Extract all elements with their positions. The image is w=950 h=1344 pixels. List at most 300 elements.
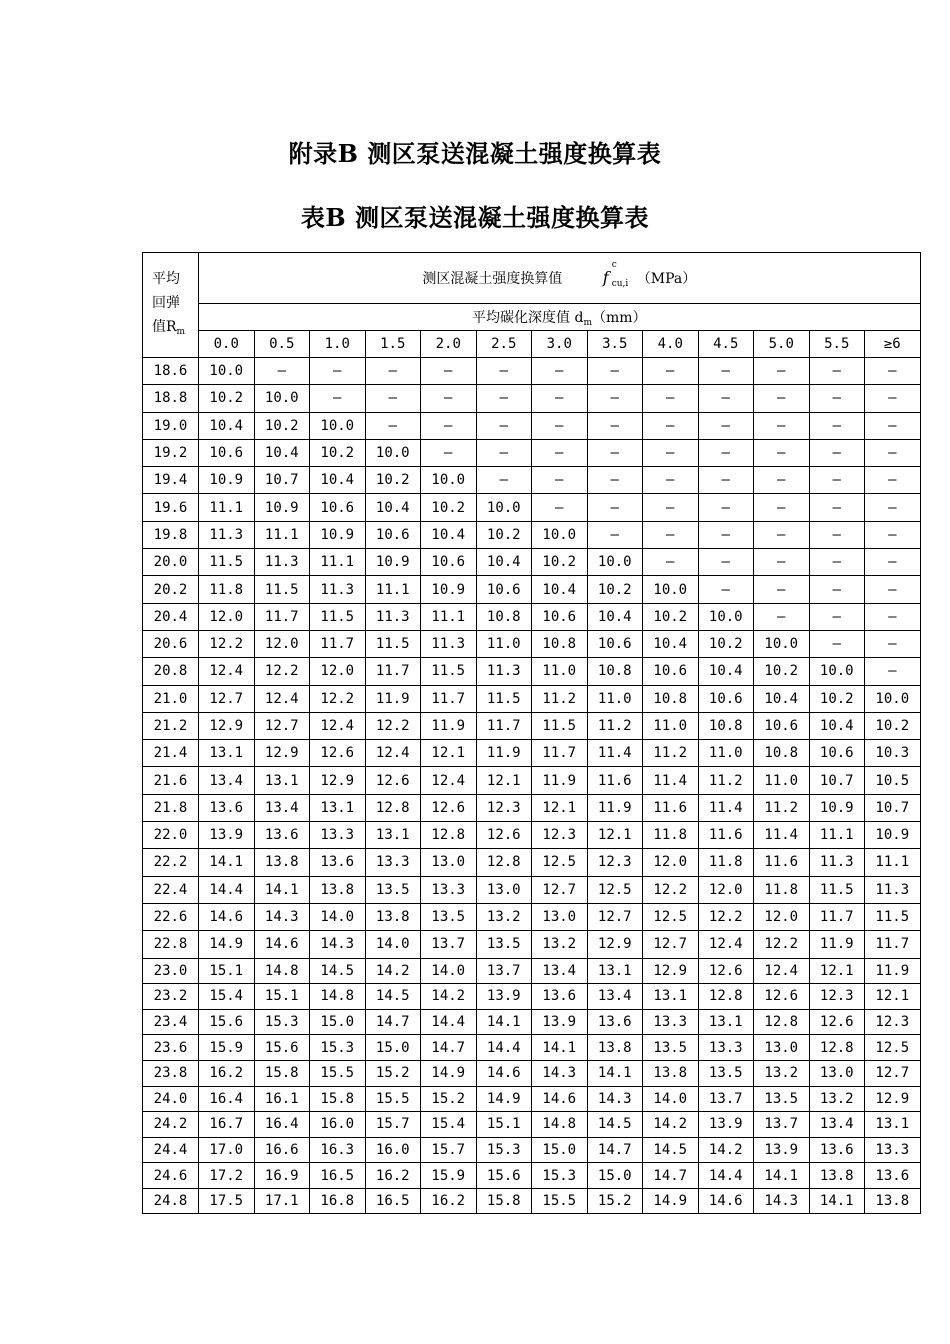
strength-value-cell: 15.5: [310, 1060, 366, 1086]
strength-value-cell: —: [310, 385, 366, 412]
strength-value-cell: 10.0: [310, 412, 366, 439]
strength-value-cell: —: [809, 630, 865, 657]
strength-value-cell: 10.8: [587, 658, 643, 685]
strength-value-cell: 13.2: [476, 903, 532, 930]
strength-value-cell: 13.8: [587, 1035, 643, 1061]
strength-value-cell: 15.1: [199, 958, 255, 984]
strength-value-cell: 12.7: [865, 1060, 921, 1086]
strength-value-cell: —: [754, 603, 810, 630]
strength-value-cell: 15.8: [254, 1060, 310, 1086]
strength-value-cell: 11.9: [587, 794, 643, 821]
table-row: [143, 549, 921, 576]
strength-value-cell: —: [809, 412, 865, 439]
strength-value-cell: 11.3: [365, 603, 421, 630]
strength-value-cell: 15.8: [310, 1086, 366, 1112]
strength-value-cell: 11.8: [199, 576, 255, 603]
strength-value-cell: 10.0: [809, 658, 865, 685]
strength-value-cell: 10.4: [754, 685, 810, 712]
strength-value-cell: —: [587, 467, 643, 494]
strength-value-cell: —: [754, 412, 810, 439]
table-row: [143, 412, 921, 439]
strength-value-cell: 12.1: [587, 822, 643, 849]
strength-value-cell: 11.0: [698, 740, 754, 767]
strength-value-cell: 10.9: [809, 794, 865, 821]
strength-value-cell: 10.2: [199, 385, 255, 412]
strength-value-cell: 14.1: [532, 1035, 588, 1061]
strength-value-cell: 13.9: [476, 984, 532, 1010]
strength-value-cell: 12.4: [698, 931, 754, 958]
strength-value-cell: 15.0: [587, 1163, 643, 1189]
strength-value-cell: 10.2: [365, 467, 421, 494]
strength-value-cell: 12.8: [421, 822, 477, 849]
strength-value-cell: 12.6: [809, 1009, 865, 1035]
strength-value-cell: 10.2: [865, 712, 921, 739]
table-row: [143, 603, 921, 630]
strength-value-cell: —: [698, 385, 754, 412]
strength-value-cell: 11.3: [476, 658, 532, 685]
strength-value-cell: 12.2: [643, 876, 699, 903]
strength-value-cell: 11.0: [532, 658, 588, 685]
strength-value-cell: 10.4: [476, 549, 532, 576]
strength-value-cell: 17.0: [199, 1137, 255, 1163]
table-row: [143, 385, 921, 412]
strength-value-cell: 13.2: [754, 1060, 810, 1086]
strength-value-cell: 13.1: [310, 794, 366, 821]
strength-value-cell: 14.4: [199, 876, 255, 903]
depth-header-cell: ≥6: [865, 331, 921, 358]
table-row: [143, 849, 921, 876]
depth-header-cell: 1.5: [365, 331, 421, 358]
strength-value-cell: 13.9: [199, 822, 255, 849]
depth-header-row: [143, 331, 921, 358]
strength-value-cell: 12.1: [865, 984, 921, 1010]
strength-value-cell: 13.1: [587, 958, 643, 984]
rebound-value-cell: 22.0: [143, 822, 199, 849]
strength-value-cell: 16.7: [199, 1112, 255, 1138]
strength-value-cell: 12.3: [587, 849, 643, 876]
strength-value-cell: —: [754, 521, 810, 548]
strength-value-cell: 10.2: [532, 549, 588, 576]
strength-value-cell: 13.8: [643, 1060, 699, 1086]
strength-value-cell: —: [754, 467, 810, 494]
strength-value-cell: 13.2: [809, 1086, 865, 1112]
strength-value-cell: —: [421, 358, 477, 385]
strength-value-cell: 13.8: [865, 1188, 921, 1214]
strength-value-cell: 12.9: [310, 767, 366, 794]
strength-value-cell: 15.7: [421, 1137, 477, 1163]
strength-value-cell: 12.4: [754, 958, 810, 984]
strength-value-cell: —: [865, 412, 921, 439]
carbonation-header: 平均碳化深度值 $d_m(mm)$: [199, 304, 921, 331]
strength-value-cell: —: [698, 549, 754, 576]
strength-value-cell: 15.3: [476, 1137, 532, 1163]
strength-value-cell: 16.8: [310, 1188, 366, 1214]
strength-value-cell: 11.1: [310, 549, 366, 576]
strength-value-cell: 10.6: [365, 521, 421, 548]
strength-value-cell: 12.8: [754, 1009, 810, 1035]
strength-value-cell: 15.0: [365, 1035, 421, 1061]
strength-value-cell: 10.4: [698, 658, 754, 685]
strength-value-cell: 11.1: [254, 521, 310, 548]
strength-value-cell: 11.1: [199, 494, 255, 521]
strength-value-cell: 11.5: [532, 712, 588, 739]
strength-value-cell: 12.4: [421, 767, 477, 794]
strength-value-cell: 11.8: [698, 849, 754, 876]
strength-value-cell: 13.0: [476, 876, 532, 903]
strength-value-cell: 16.4: [254, 1112, 310, 1138]
strength-value-cell: —: [698, 412, 754, 439]
strength-value-cell: —: [698, 576, 754, 603]
strength-value-cell: 16.9: [254, 1163, 310, 1189]
strength-value-cell: 12.4: [365, 740, 421, 767]
strength-value-cell: 10.6: [199, 439, 255, 466]
strength-value-cell: —: [365, 358, 421, 385]
table-row: [143, 767, 921, 794]
strength-value-cell: 10.7: [254, 467, 310, 494]
strength-value-cell: —: [532, 385, 588, 412]
strength-value-cell: 11.6: [698, 822, 754, 849]
strength-value-cell: 12.0: [199, 603, 255, 630]
table-row: [143, 1060, 921, 1086]
strength-value-cell: 12.2: [199, 630, 255, 657]
rebound-value-cell: 23.2: [143, 984, 199, 1010]
strength-value-cell: 12.5: [587, 876, 643, 903]
strength-value-cell: 13.3: [310, 822, 366, 849]
strength-value-cell: 11.0: [587, 685, 643, 712]
strength-value-cell: 13.1: [254, 767, 310, 794]
strength-value-cell: 10.8: [754, 740, 810, 767]
strength-value-cell: 11.5: [310, 603, 366, 630]
strength-value-cell: 13.5: [643, 1035, 699, 1061]
strength-value-cell: —: [643, 521, 699, 548]
strength-value-cell: 11.9: [365, 685, 421, 712]
table-row: [143, 794, 921, 821]
rebound-value-cell: 18.6: [143, 358, 199, 385]
rebound-value-cell: 24.2: [143, 1112, 199, 1138]
strength-value-cell: 13.0: [532, 903, 588, 930]
strength-value-cell: 10.7: [865, 794, 921, 821]
strength-value-cell: 14.8: [532, 1112, 588, 1138]
strength-value-cell: 12.2: [754, 931, 810, 958]
strength-value-cell: 14.8: [310, 984, 366, 1010]
strength-value-cell: 14.0: [421, 958, 477, 984]
strength-value-cell: —: [421, 385, 477, 412]
strength-value-cell: —: [476, 385, 532, 412]
strength-value-cell: 10.5: [865, 767, 921, 794]
strength-value-cell: 14.6: [254, 931, 310, 958]
strength-value-cell: 11.4: [754, 822, 810, 849]
strength-value-cell: 10.9: [865, 822, 921, 849]
strength-value-cell: 13.0: [421, 849, 477, 876]
rebound-value-cell: 18.8: [143, 385, 199, 412]
strength-value-cell: 12.7: [643, 931, 699, 958]
strength-value-cell: 10.9: [421, 576, 477, 603]
strength-value-cell: 14.0: [365, 931, 421, 958]
strength-value-cell: 13.6: [865, 1163, 921, 1189]
strength-label: 测区混凝土强度换算值: [422, 270, 563, 287]
strength-value-cell: 14.2: [421, 984, 477, 1010]
strength-value-cell: 15.2: [421, 1086, 477, 1112]
strength-value-cell: —: [754, 549, 810, 576]
strength-value-cell: 11.3: [254, 549, 310, 576]
strength-value-cell: 13.2: [532, 931, 588, 958]
depth-header-cell: 0.5: [254, 331, 310, 358]
strength-value-cell: 15.3: [532, 1163, 588, 1189]
strength-value-cell: 12.1: [532, 794, 588, 821]
strength-value-cell: —: [365, 385, 421, 412]
strength-value-cell: 14.9: [643, 1188, 699, 1214]
strength-value-cell: 15.6: [254, 1035, 310, 1061]
strength-value-cell: 11.7: [421, 685, 477, 712]
strength-value-cell: 13.5: [365, 876, 421, 903]
strength-value-cell: 12.0: [698, 876, 754, 903]
strength-value-cell: 11.9: [532, 767, 588, 794]
depth-header-cell: 4.0: [643, 331, 699, 358]
strength-value-cell: 11.7: [254, 603, 310, 630]
strength-value-cell: —: [587, 494, 643, 521]
strength-value-cell: 17.5: [199, 1188, 255, 1214]
strength-value-cell: 13.1: [698, 1009, 754, 1035]
strength-value-cell: 11.9: [476, 740, 532, 767]
strength-value-cell: 13.1: [643, 984, 699, 1010]
rebound-value-cell: 23.6: [143, 1035, 199, 1061]
strength-value-cell: 12.2: [254, 658, 310, 685]
strength-value-cell: 13.1: [865, 1112, 921, 1138]
rebound-value-cell: 21.6: [143, 767, 199, 794]
strength-value-cell: 14.4: [698, 1163, 754, 1189]
strength-value-cell: —: [587, 358, 643, 385]
rebound-value-cell: 24.4: [143, 1137, 199, 1163]
strength-value-cell: 11.5: [865, 903, 921, 930]
strength-value-cell: 11.2: [754, 794, 810, 821]
strength-value-cell: 15.2: [587, 1188, 643, 1214]
strength-value-cell: 15.5: [532, 1188, 588, 1214]
strength-value-cell: 14.5: [310, 958, 366, 984]
strength-value-cell: 14.3: [587, 1086, 643, 1112]
strength-value-cell: 16.4: [199, 1086, 255, 1112]
strength-value-cell: —: [643, 358, 699, 385]
strength-value-cell: 14.4: [421, 1009, 477, 1035]
strength-value-cell: 10.0: [532, 521, 588, 548]
strength-value-cell: 13.7: [421, 931, 477, 958]
strength-value-cell: 11.0: [643, 712, 699, 739]
strength-value-cell: 15.2: [365, 1060, 421, 1086]
strength-value-cell: 12.9: [643, 958, 699, 984]
strength-value-cell: 14.3: [254, 903, 310, 930]
strength-value-cell: 14.3: [310, 931, 366, 958]
strength-value-cell: 10.0: [865, 685, 921, 712]
rebound-value-cell: 24.6: [143, 1163, 199, 1189]
strength-value-cell: 14.6: [532, 1086, 588, 1112]
strength-value-cell: 11.3: [421, 630, 477, 657]
strength-value-cell: 11.3: [310, 576, 366, 603]
table-row: [143, 685, 921, 712]
strength-value-cell: 15.4: [199, 984, 255, 1010]
strength-value-cell: 11.7: [476, 712, 532, 739]
strength-value-cell: —: [809, 439, 865, 466]
strength-value-cell: —: [865, 385, 921, 412]
strength-value-cell: 15.8: [476, 1188, 532, 1214]
strength-value-cell: 15.5: [365, 1086, 421, 1112]
strength-value-cell: 10.9: [254, 494, 310, 521]
strength-value-cell: —: [865, 658, 921, 685]
strength-value-cell: 11.9: [865, 958, 921, 984]
strength-value-cell: 14.1: [587, 1060, 643, 1086]
strength-value-cell: 11.0: [476, 630, 532, 657]
strength-value-cell: 16.1: [254, 1086, 310, 1112]
strength-value-cell: —: [865, 494, 921, 521]
strength-value-cell: 11.5: [254, 576, 310, 603]
depth-header-cell: 4.5: [698, 331, 754, 358]
strength-value-cell: 11.2: [587, 712, 643, 739]
strength-value-cell: 10.4: [365, 494, 421, 521]
strength-value-cell: 11.4: [587, 740, 643, 767]
strength-value-cell: 11.7: [809, 903, 865, 930]
strength-value-cell: 12.8: [809, 1035, 865, 1061]
strength-value-cell: 15.9: [421, 1163, 477, 1189]
strength-value-cell: 10.0: [476, 494, 532, 521]
strength-value-cell: 12.1: [421, 740, 477, 767]
strength-value-cell: 16.2: [421, 1188, 477, 1214]
rebound-value-cell: 21.0: [143, 685, 199, 712]
strength-value-cell: 10.4: [199, 412, 255, 439]
strength-value-cell: 13.3: [365, 849, 421, 876]
strength-value-cell: 12.6: [365, 767, 421, 794]
strength-value-cell: 11.8: [754, 876, 810, 903]
strength-value-cell: 11.3: [809, 849, 865, 876]
strength-value-cell: —: [310, 358, 366, 385]
strength-value-cell: 13.8: [254, 849, 310, 876]
strength-value-cell: 14.7: [587, 1137, 643, 1163]
strength-value-cell: —: [809, 494, 865, 521]
table-row: [143, 958, 921, 984]
strength-value-cell: 13.5: [421, 903, 477, 930]
strength-value-cell: 13.4: [254, 794, 310, 821]
rebound-value-cell: 19.8: [143, 521, 199, 548]
strength-value-cell: 13.3: [421, 876, 477, 903]
strength-value-cell: —: [865, 549, 921, 576]
strength-value-cell: 10.4: [643, 630, 699, 657]
strength-value-cell: 14.5: [643, 1137, 699, 1163]
strength-value-cell: 15.3: [254, 1009, 310, 1035]
strength-conversion-table: [142, 252, 921, 1214]
strength-value-cell: —: [476, 358, 532, 385]
strength-value-cell: —: [809, 549, 865, 576]
strength-value-cell: —: [532, 439, 588, 466]
strength-value-cell: 16.3: [310, 1137, 366, 1163]
strength-value-cell: —: [809, 385, 865, 412]
rebound-value-cell: 24.0: [143, 1086, 199, 1112]
strength-value-cell: 11.2: [532, 685, 588, 712]
strength-value-cell: 10.8: [698, 712, 754, 739]
strength-value-cell: 13.8: [365, 903, 421, 930]
strength-value-cell: 11.1: [865, 849, 921, 876]
strength-value-cell: —: [476, 412, 532, 439]
rebound-value-cell: 22.2: [143, 849, 199, 876]
strength-value-cell: 15.4: [421, 1112, 477, 1138]
strength-value-cell: 16.0: [365, 1137, 421, 1163]
strength-value-cell: 14.1: [199, 849, 255, 876]
strength-value-cell: —: [865, 358, 921, 385]
strength-value-cell: 13.8: [809, 1163, 865, 1189]
strength-value-cell: —: [865, 603, 921, 630]
rebound-value-cell: 22.6: [143, 903, 199, 930]
strength-value-cell: 10.4: [809, 712, 865, 739]
strength-value-cell: 15.0: [532, 1137, 588, 1163]
strength-value-cell: 10.0: [754, 630, 810, 657]
strength-value-cell: 13.5: [698, 1060, 754, 1086]
strength-value-cell: 11.4: [643, 767, 699, 794]
strength-value-cell: 10.4: [421, 521, 477, 548]
strength-value-cell: —: [754, 576, 810, 603]
strength-value-cell: 11.2: [643, 740, 699, 767]
strength-value-cell: 14.5: [365, 984, 421, 1010]
strength-value-cell: 13.1: [365, 822, 421, 849]
strength-value-cell: 12.2: [365, 712, 421, 739]
rebound-value-cell: 19.2: [143, 439, 199, 466]
strength-value-cell: 13.1: [199, 740, 255, 767]
strength-value-cell: —: [587, 439, 643, 466]
strength-value-cell: 14.7: [643, 1163, 699, 1189]
strength-value-cell: 13.4: [809, 1112, 865, 1138]
strength-value-cell: 12.0: [643, 849, 699, 876]
strength-value-cell: —: [754, 439, 810, 466]
strength-value-cell: 13.0: [809, 1060, 865, 1086]
strength-value-cell: 16.6: [254, 1137, 310, 1163]
strength-value-cell: 12.6: [754, 984, 810, 1010]
strength-value-cell: 11.7: [365, 658, 421, 685]
strength-value-cell: 14.5: [587, 1112, 643, 1138]
strength-value-cell: 12.5: [865, 1035, 921, 1061]
strength-value-cell: 10.9: [199, 467, 255, 494]
strength-value-cell: —: [643, 385, 699, 412]
strength-value-cell: 10.2: [643, 603, 699, 630]
strength-value-cell: 13.7: [476, 958, 532, 984]
strength-value-cell: —: [698, 467, 754, 494]
table-row: [143, 1009, 921, 1035]
strength-value-cell: —: [643, 549, 699, 576]
depth-header-cell: 2.0: [421, 331, 477, 358]
strength-value-cell: 17.1: [254, 1188, 310, 1214]
strength-value-cell: 11.9: [421, 712, 477, 739]
strength-value-cell: 11.9: [809, 931, 865, 958]
table-row: [143, 876, 921, 903]
strength-value-cell: 14.2: [365, 958, 421, 984]
strength-value-cell: 15.0: [310, 1009, 366, 1035]
strength-value-cell: 14.1: [254, 876, 310, 903]
rebound-value-cell: 23.4: [143, 1009, 199, 1035]
table-title: 表B 测区泵送混凝土强度换算表: [300, 203, 650, 232]
strength-value-cell: 13.6: [254, 822, 310, 849]
strength-value-cell: —: [754, 358, 810, 385]
table-row: [143, 658, 921, 685]
strength-value-cell: 12.9: [865, 1086, 921, 1112]
strength-value-cell: 12.4: [199, 658, 255, 685]
table-row: [143, 1163, 921, 1189]
rebound-value-cell: 21.2: [143, 712, 199, 739]
strength-value-cell: 15.7: [365, 1112, 421, 1138]
strength-value-cell: 11.7: [310, 630, 366, 657]
strength-value-cell: 12.0: [254, 630, 310, 657]
strength-value-cell: 14.9: [199, 931, 255, 958]
strength-value-cell: 10.6: [421, 549, 477, 576]
strength-value-cell: —: [809, 521, 865, 548]
strength-value-cell: 11.1: [809, 822, 865, 849]
strength-value-cell: 12.7: [587, 903, 643, 930]
strength-value-cell: —: [476, 467, 532, 494]
strength-value-cell: 11.5: [199, 549, 255, 576]
strength-value-cell: 10.0: [254, 385, 310, 412]
